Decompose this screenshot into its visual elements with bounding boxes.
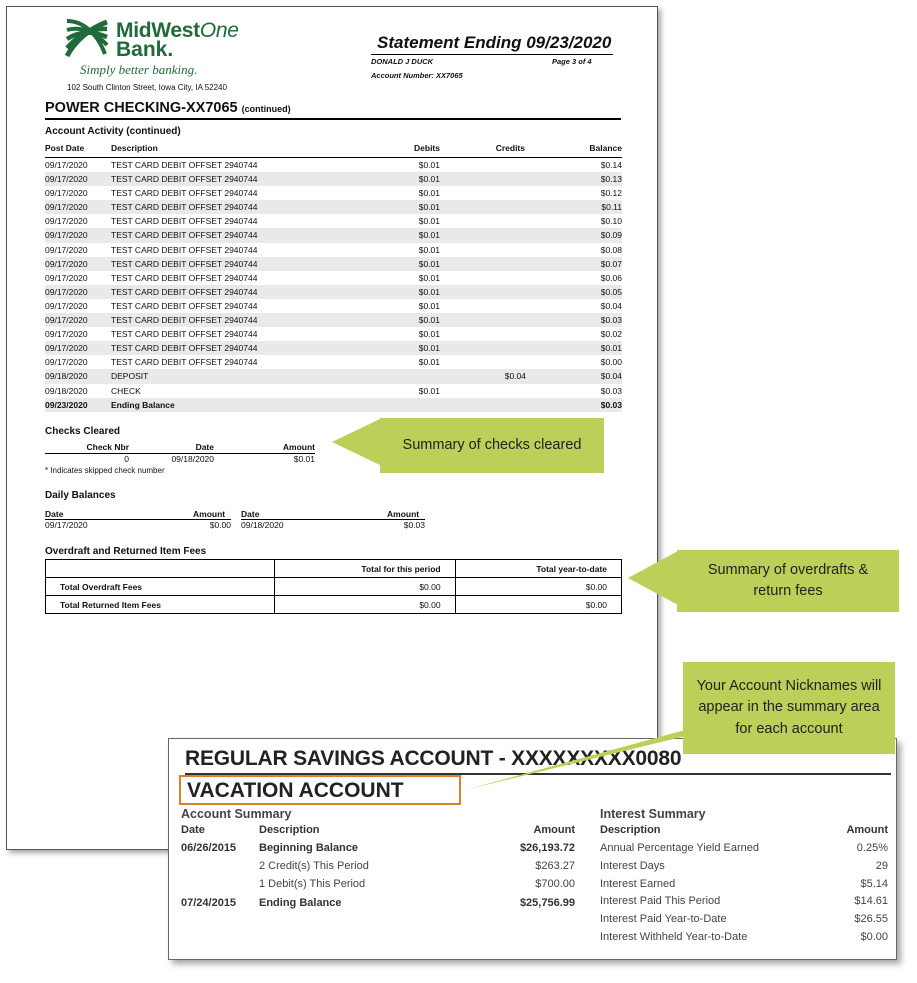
- interest-amount: 29: [875, 859, 888, 872]
- interest-desc: Annual Percentage Yield Earned: [600, 842, 760, 854]
- account-summary-heading: Account Summary: [181, 807, 292, 821]
- interest-amount: $26.55: [854, 913, 888, 926]
- table-row: Total Returned Item Fees $0.00 $0.00: [46, 596, 622, 614]
- activity-heading: Account Activity (continued): [45, 126, 181, 137]
- table-row: 09/17/2020 TEST CARD DEBIT OFFSET 2940744 $0.01 $0.13: [45, 172, 622, 186]
- summary-date: 07/24/2015: [181, 897, 237, 909]
- daily-balances-heading: Daily Balances: [45, 490, 116, 501]
- checks-table: [45, 442, 315, 475]
- table-row: 09/17/2020 TEST CARD DEBIT OFFSET 2940744 $0.01 $0.01: [45, 341, 622, 355]
- summary-col-description: Description: [259, 824, 320, 836]
- customer-name: DONALD J DUCK: [371, 57, 434, 66]
- interest-amount: $5.14: [860, 877, 888, 890]
- summary-col-amount: Amount: [533, 824, 575, 836]
- savings-title: REGULAR SAVINGS ACCOUNT - XXXXXXXXX0080: [185, 747, 682, 770]
- interest-amount: 0.25%: [856, 842, 888, 854]
- nickname-callout-pointer: [455, 730, 715, 800]
- table-row: 09/23/2020 Ending Balance $0.03: [45, 398, 622, 412]
- interest-desc: Interest Paid This Period: [600, 895, 721, 908]
- interest-amount: $14.61: [854, 895, 888, 908]
- table-row: 09/17/2020 TEST CARD DEBIT OFFSET 2940744 $0.01 $0.03: [45, 313, 622, 327]
- table-row: 09/17/2020 TEST CARD DEBIT OFFSET 2940744 $0.01 $0.02: [45, 329, 622, 340]
- account-title: POWER CHECKING-XX7065 (continued): [45, 100, 291, 116]
- nickname-callout: Your Account Nicknames will appear in the summary area for each account: [683, 662, 895, 754]
- activity-table: [45, 143, 622, 412]
- bank-logo-icon: [65, 16, 109, 58]
- table-row: 09/17/2020 TEST CARD DEBIT OFFSET 2940744 $0.01 $0.04: [45, 300, 622, 311]
- interest-col-amount: Amount: [846, 824, 888, 836]
- daily-balances-table: [45, 509, 425, 531]
- table-row: 09/17/2020 TEST CARD DEBIT OFFSET 2940744 $0.01 $0.11: [45, 200, 622, 214]
- interest-desc: Interest Earned: [600, 877, 676, 890]
- summary-amount: $25,756.99: [519, 897, 575, 909]
- summary-col-date: Date: [181, 824, 205, 836]
- checks-note: * Indicates skipped check number: [45, 466, 165, 475]
- summary-amount: $700.00: [535, 878, 575, 890]
- table-row: 09/17/2020 $0.00 09/18/2020 $0.03: [45, 520, 425, 530]
- bank-name-line1: MidWestOne: [116, 19, 239, 42]
- interest-desc: Interest Withheld Year-to-Date: [600, 931, 748, 943]
- summary-desc: Ending Balance: [259, 897, 342, 909]
- title-divider: [371, 54, 613, 55]
- table-row: 09/17/2020 TEST CARD DEBIT OFFSET 2940744 $0.01 $0.09: [45, 228, 622, 242]
- summary-desc: Beginning Balance: [259, 842, 359, 854]
- bank-tagline: Simply better banking.: [80, 62, 198, 77]
- checks-heading: Checks Cleared: [45, 426, 121, 437]
- table-row: 09/17/2020 TEST CARD DEBIT OFFSET 2940744 $0.01 $0.07: [45, 257, 622, 271]
- table-row: 09/17/2020 TEST CARD DEBIT OFFSET 2940744 $0.01 $0.05: [45, 285, 622, 299]
- bank-name-line2: Bank.: [116, 38, 174, 61]
- statement-title: Statement Ending 09/23/2020: [377, 33, 612, 52]
- account-number: Account Number: XX7065: [371, 71, 463, 80]
- table-row: 09/18/2020 CHECK $0.01 $0.03: [45, 385, 622, 396]
- checks-callout-pointer: [332, 418, 382, 466]
- interest-desc: Interest Days: [600, 859, 665, 872]
- fees-callout: Summary of overdrafts & return fees: [677, 550, 899, 612]
- summary-desc: 1 Debit(s) This Period: [259, 878, 366, 890]
- page-number: Page 3 of 4: [552, 57, 592, 66]
- table-row: 09/17/2020 TEST CARD DEBIT OFFSET 2940744 $0.01 $0.12: [45, 188, 622, 199]
- fees-callout-pointer: [628, 551, 678, 605]
- summary-date: 06/26/2015: [181, 842, 237, 854]
- checks-header-row: Check Nbr Date Amount: [45, 442, 315, 454]
- account-nickname: VACATION ACCOUNT: [187, 779, 404, 802]
- bank-logo: [65, 16, 255, 76]
- table-row: Total Overdraft Fees $0.00 $0.00: [46, 578, 622, 596]
- fees-header-row: Total for this period Total year-to-date: [46, 560, 622, 578]
- fees-heading: Overdraft and Returned Item Fees: [45, 546, 207, 557]
- interest-desc: Interest Paid Year-to-Date: [600, 913, 727, 926]
- fees-table: [45, 559, 622, 614]
- table-row: 09/17/2020 TEST CARD DEBIT OFFSET 2940744 $0.01 $0.14: [45, 160, 622, 170]
- summary-amount: $26,193.72: [519, 842, 575, 854]
- table-row: 09/17/2020 TEST CARD DEBIT OFFSET 2940744 $0.01 $0.06: [45, 272, 622, 283]
- checks-callout: Summary of checks cleared: [380, 418, 604, 473]
- table-row: 09/17/2020 TEST CARD DEBIT OFFSET 2940744 $0.01 $0.00: [45, 357, 622, 368]
- summary-amount: $263.27: [535, 860, 575, 872]
- table-row: 09/18/2020 DEPOSIT $0.04 $0.04: [45, 369, 622, 383]
- interest-col-description: Description: [600, 824, 661, 836]
- table-row: 0 09/18/2020 $0.01: [124, 454, 315, 464]
- table-row: 09/17/2020 TEST CARD DEBIT OFFSET 2940744 $0.01 $0.08: [45, 244, 622, 255]
- summary-desc: 2 Credit(s) This Period: [259, 860, 369, 872]
- interest-amount: $0.00: [860, 931, 888, 943]
- bank-address: 102 South Clinton Street, Iowa City, IA 52240: [67, 83, 227, 92]
- interest-summary-heading: Interest Summary: [600, 807, 706, 821]
- daily-header-row: Date Amount Date Amount: [45, 509, 425, 520]
- activity-header-row: Post Date Description Debits Credits Balance: [45, 143, 622, 158]
- table-row: 09/17/2020 TEST CARD DEBIT OFFSET 2940744 $0.01 $0.10: [45, 216, 622, 227]
- account-title-divider: [45, 118, 621, 120]
